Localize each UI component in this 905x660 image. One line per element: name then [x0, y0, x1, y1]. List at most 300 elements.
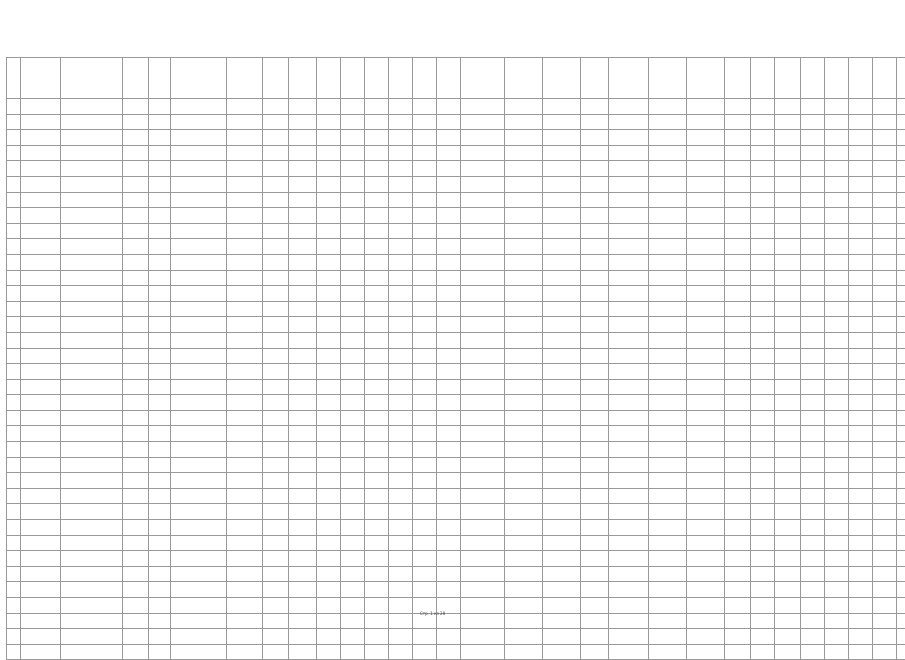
table-cell [897, 473, 905, 489]
table-cell [413, 114, 437, 130]
table-cell [21, 301, 61, 317]
table-cell [289, 114, 317, 130]
table-cell [365, 410, 389, 426]
table-cell [289, 644, 317, 660]
table-cell [317, 270, 341, 286]
table-cell [21, 348, 61, 364]
table-cell [581, 535, 609, 551]
table-cell [389, 270, 413, 286]
table-cell [801, 598, 825, 614]
table-cell [413, 504, 437, 520]
table-cell [751, 395, 775, 411]
table-cell [171, 239, 227, 255]
table-cell [171, 254, 227, 270]
table-cell [341, 566, 365, 582]
table-cell [649, 535, 687, 551]
table-cell [775, 473, 801, 489]
table-cell [263, 99, 289, 115]
table-cell [123, 473, 149, 489]
table-cell [317, 551, 341, 567]
table-cell [751, 317, 775, 333]
table-cell [687, 286, 725, 302]
table-cell [873, 582, 897, 598]
table-cell [543, 566, 581, 582]
table-cell [389, 114, 413, 130]
table-cell [775, 410, 801, 426]
table-cell [227, 520, 263, 536]
table-cell [171, 317, 227, 333]
table-cell [825, 504, 849, 520]
table-cell [317, 161, 341, 177]
table-cell [341, 379, 365, 395]
table-cell [609, 99, 649, 115]
table-cell [505, 239, 543, 255]
table-cell [897, 504, 905, 520]
table-cell [437, 426, 461, 442]
table-cell [725, 130, 751, 146]
table-cell [365, 192, 389, 208]
table-cell [725, 317, 751, 333]
table-cell [609, 629, 649, 645]
table-cell [21, 317, 61, 333]
table-cell [7, 317, 21, 333]
table-cell [289, 332, 317, 348]
table-cell [227, 379, 263, 395]
table-cell [227, 426, 263, 442]
table-cell [21, 410, 61, 426]
table-cell [725, 473, 751, 489]
table-cell [687, 223, 725, 239]
table-cell [897, 598, 905, 614]
table-cell [873, 644, 897, 660]
table-cell [171, 332, 227, 348]
table-cell [461, 332, 505, 348]
table-cell [61, 598, 123, 614]
table-cell [725, 145, 751, 161]
table-cell [21, 395, 61, 411]
table-cell [21, 332, 61, 348]
table-cell [413, 629, 437, 645]
table-cell [389, 551, 413, 567]
table-cell [609, 488, 649, 504]
table-cell [7, 99, 21, 115]
table-cell [123, 364, 149, 380]
table-cell [21, 551, 61, 567]
table-cell [289, 130, 317, 146]
table-cell [543, 442, 581, 458]
table-cell [123, 130, 149, 146]
table-cell [751, 504, 775, 520]
table-cell [341, 332, 365, 348]
table-cell [123, 410, 149, 426]
table-cell [543, 317, 581, 333]
table-row [7, 130, 905, 146]
table-cell [873, 520, 897, 536]
table-cell [873, 395, 897, 411]
table-cell [341, 286, 365, 302]
table-cell [263, 379, 289, 395]
table-cell [341, 442, 365, 458]
table-cell [289, 364, 317, 380]
table-cell [849, 332, 873, 348]
table-cell [649, 551, 687, 567]
table-cell [505, 192, 543, 208]
table-cell [543, 504, 581, 520]
table-cell [581, 348, 609, 364]
table-cell [725, 270, 751, 286]
table-cell [581, 130, 609, 146]
table-cell [609, 161, 649, 177]
table-cell [227, 551, 263, 567]
table-cell [873, 598, 897, 614]
table-cell [21, 457, 61, 473]
table-cell [581, 644, 609, 660]
table-cell [389, 364, 413, 380]
table-cell [7, 161, 21, 177]
table-cell [365, 208, 389, 224]
table-cell [317, 582, 341, 598]
table-cell [61, 364, 123, 380]
table-cell [775, 504, 801, 520]
table-cell [505, 551, 543, 567]
table-cell [227, 176, 263, 192]
table-cell [801, 566, 825, 582]
table-cell [461, 114, 505, 130]
table-cell [543, 551, 581, 567]
table-cell [505, 145, 543, 161]
table-cell [263, 457, 289, 473]
table-row [7, 520, 905, 536]
table-cell [725, 613, 751, 629]
table-cell [341, 504, 365, 520]
table-cell [123, 348, 149, 364]
table-row [7, 176, 905, 192]
table-cell [751, 488, 775, 504]
table-cell [365, 566, 389, 582]
table-cell [149, 644, 171, 660]
table-cell [801, 395, 825, 411]
table-cell [897, 114, 905, 130]
table-cell [341, 99, 365, 115]
table-cell [725, 348, 751, 364]
table-cell [289, 348, 317, 364]
table-cell [609, 504, 649, 520]
table-cell [825, 192, 849, 208]
table-cell [263, 301, 289, 317]
table-cell [801, 442, 825, 458]
table-cell [341, 598, 365, 614]
table-cell [365, 395, 389, 411]
table-cell [21, 629, 61, 645]
table-cell [725, 442, 751, 458]
table-cell [437, 582, 461, 598]
table-cell [341, 114, 365, 130]
table-cell [437, 504, 461, 520]
table-cell [649, 644, 687, 660]
table-cell [61, 520, 123, 536]
table-cell [543, 176, 581, 192]
table-cell [543, 208, 581, 224]
table-cell [7, 254, 21, 270]
table-cell [227, 130, 263, 146]
table-cell [149, 332, 171, 348]
table-cell [849, 130, 873, 146]
table-cell [849, 473, 873, 489]
table-cell [61, 208, 123, 224]
table-cell [437, 348, 461, 364]
table-cell [171, 473, 227, 489]
table-cell [227, 410, 263, 426]
table-cell [61, 286, 123, 302]
table-cell [317, 395, 341, 411]
table-cell [21, 364, 61, 380]
table-cell [413, 161, 437, 177]
table-row [7, 223, 905, 239]
table-cell [897, 301, 905, 317]
table-cell [413, 223, 437, 239]
table-cell [581, 395, 609, 411]
table-cell [461, 348, 505, 364]
table-cell [649, 223, 687, 239]
table-cell [21, 520, 61, 536]
table-cell [7, 442, 21, 458]
table-cell [505, 348, 543, 364]
table-cell [801, 145, 825, 161]
table-cell [543, 99, 581, 115]
table-cell [61, 99, 123, 115]
table-cell [849, 457, 873, 473]
table-cell [289, 239, 317, 255]
table-cell [263, 364, 289, 380]
table-cell [775, 566, 801, 582]
table-cell [61, 239, 123, 255]
table-cell [609, 551, 649, 567]
table-cell [873, 270, 897, 286]
table-cell [897, 364, 905, 380]
table-cell [801, 613, 825, 629]
table-cell [751, 473, 775, 489]
table-cell [171, 114, 227, 130]
table-cell [873, 99, 897, 115]
table-cell [365, 239, 389, 255]
table-cell [849, 286, 873, 302]
table-cell [123, 442, 149, 458]
table-cell [437, 192, 461, 208]
table-cell [289, 488, 317, 504]
table-cell [725, 644, 751, 660]
table-cell [801, 410, 825, 426]
table-cell [873, 130, 897, 146]
table-cell [263, 176, 289, 192]
table-cell [581, 598, 609, 614]
table-cell [7, 332, 21, 348]
table-cell [849, 566, 873, 582]
column-header [897, 58, 905, 99]
table-cell [7, 192, 21, 208]
table-cell [289, 551, 317, 567]
table-cell [289, 442, 317, 458]
table-cell [149, 535, 171, 551]
table-cell [171, 223, 227, 239]
table-cell [825, 364, 849, 380]
table-cell [543, 239, 581, 255]
table-cell [609, 364, 649, 380]
table-cell [7, 348, 21, 364]
table-cell [61, 613, 123, 629]
table-cell [751, 270, 775, 286]
table-cell [341, 130, 365, 146]
table-cell [123, 223, 149, 239]
table-cell [461, 286, 505, 302]
table-cell [825, 473, 849, 489]
table-cell [543, 644, 581, 660]
table-cell [825, 254, 849, 270]
table-cell [227, 535, 263, 551]
table-cell [341, 395, 365, 411]
table-cell [649, 176, 687, 192]
table-cell [461, 488, 505, 504]
table-cell [149, 176, 171, 192]
table-cell [263, 348, 289, 364]
column-header [505, 58, 543, 99]
table-cell [317, 317, 341, 333]
table-cell [289, 317, 317, 333]
table-cell [775, 145, 801, 161]
table-cell [849, 395, 873, 411]
table-cell [725, 598, 751, 614]
table-cell [461, 301, 505, 317]
table-cell [365, 551, 389, 567]
table-cell [849, 317, 873, 333]
table-cell [687, 114, 725, 130]
table-cell [801, 286, 825, 302]
table-cell [21, 379, 61, 395]
table-cell [825, 270, 849, 286]
table-cell [123, 301, 149, 317]
table-cell [461, 176, 505, 192]
table-cell [413, 145, 437, 161]
table-cell [389, 208, 413, 224]
table-cell [687, 504, 725, 520]
table-cell [825, 566, 849, 582]
table-cell [263, 161, 289, 177]
table-cell [649, 317, 687, 333]
table-cell [461, 130, 505, 146]
table-cell [581, 457, 609, 473]
table-cell [581, 99, 609, 115]
table-cell [413, 208, 437, 224]
table-cell [289, 520, 317, 536]
table-cell [123, 114, 149, 130]
table-row [7, 348, 905, 364]
table-cell [687, 270, 725, 286]
table-cell [61, 317, 123, 333]
table-cell [505, 161, 543, 177]
table-cell [317, 348, 341, 364]
table-cell [581, 145, 609, 161]
table-cell [581, 520, 609, 536]
table-cell [317, 364, 341, 380]
table-cell [775, 379, 801, 395]
table-cell [123, 332, 149, 348]
table-cell [609, 566, 649, 582]
table-cell [61, 270, 123, 286]
table-cell [365, 286, 389, 302]
table-cell [801, 551, 825, 567]
table-cell [775, 332, 801, 348]
table-cell [505, 442, 543, 458]
table-cell [725, 629, 751, 645]
table-cell [461, 551, 505, 567]
table-cell [461, 644, 505, 660]
table-cell [461, 613, 505, 629]
table-cell [751, 286, 775, 302]
table-cell [543, 582, 581, 598]
table-cell [227, 457, 263, 473]
table-cell [849, 551, 873, 567]
table-cell [725, 410, 751, 426]
table-cell [751, 566, 775, 582]
table-cell [461, 99, 505, 115]
table-cell [873, 286, 897, 302]
table-cell [461, 145, 505, 161]
table-cell [7, 644, 21, 660]
table-cell [21, 426, 61, 442]
table-cell [801, 114, 825, 130]
table-cell [365, 535, 389, 551]
table-cell [775, 301, 801, 317]
table-cell [437, 566, 461, 582]
table-cell [61, 332, 123, 348]
table-cell [609, 410, 649, 426]
table-cell [365, 598, 389, 614]
column-header [751, 58, 775, 99]
table-cell [849, 488, 873, 504]
table-cell [263, 208, 289, 224]
table-cell [649, 504, 687, 520]
table-cell [751, 301, 775, 317]
table-cell [437, 286, 461, 302]
table-cell [317, 208, 341, 224]
table-cell [21, 535, 61, 551]
table-cell [849, 208, 873, 224]
table-cell [649, 488, 687, 504]
table-cell [341, 223, 365, 239]
table-cell [61, 176, 123, 192]
table-cell [437, 410, 461, 426]
table-cell [849, 644, 873, 660]
table-cell [725, 364, 751, 380]
table-cell [751, 582, 775, 598]
column-header [289, 58, 317, 99]
table-cell [849, 223, 873, 239]
table-cell [7, 504, 21, 520]
table-cell [609, 473, 649, 489]
table-cell [341, 520, 365, 536]
table-cell [149, 488, 171, 504]
spreadsheet [6, 57, 899, 660]
table-cell [21, 114, 61, 130]
table-cell [149, 254, 171, 270]
table-cell [413, 520, 437, 536]
table-cell [505, 332, 543, 348]
table-cell [389, 239, 413, 255]
table-cell [289, 208, 317, 224]
column-header [649, 58, 687, 99]
table-cell [801, 535, 825, 551]
table-row [7, 598, 905, 614]
table-cell [581, 442, 609, 458]
